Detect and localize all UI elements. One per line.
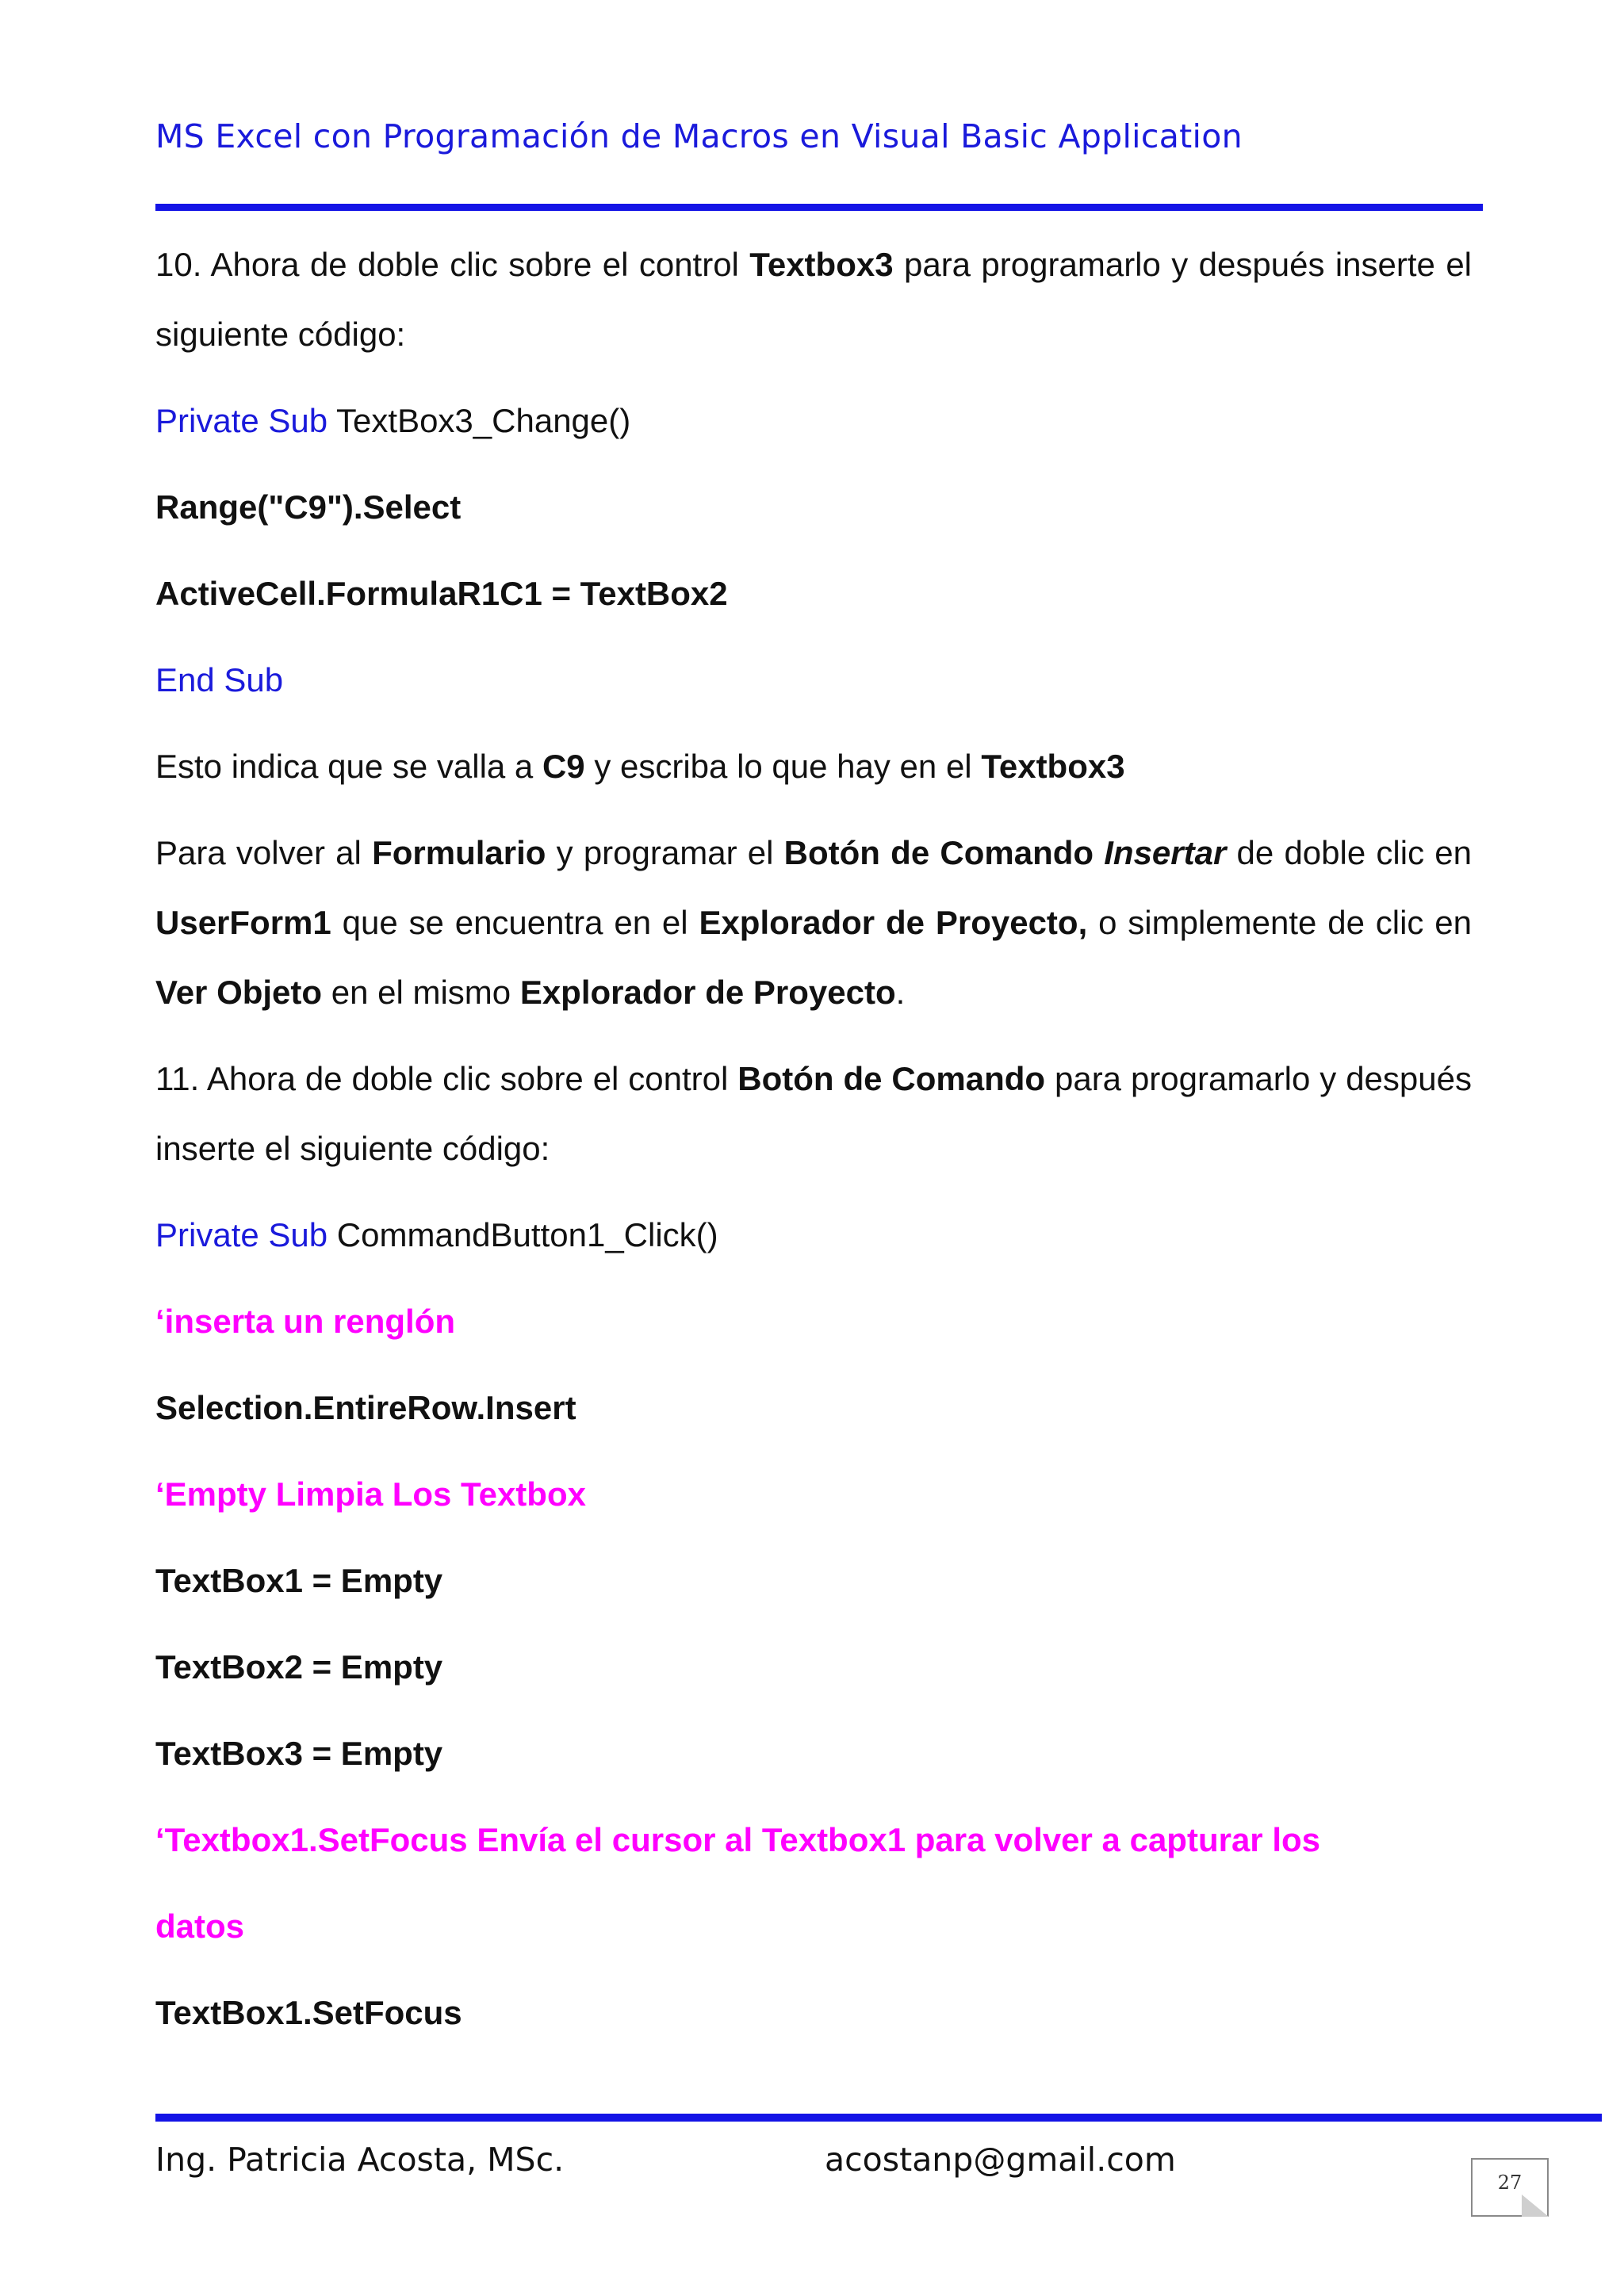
code-sub-name: CommandButton1_Click() <box>327 1216 718 1253</box>
step-10-text: 10. Ahora de doble clic sobre el control <box>155 246 750 283</box>
code-line-sub-declaration <box>155 1200 1472 1270</box>
step-11-paragraph <box>155 1044 1472 1184</box>
instr-text: Para volver al <box>155 834 373 871</box>
footer-author: Ing. Patricia Acosta, MSc. <box>155 2141 565 2179</box>
step-11-text-end: para programarlo y después inserte el siguiente código: <box>155 1060 1472 1167</box>
code-line: Selection.EntireRow.Insert <box>155 1389 576 1426</box>
instr-text: . <box>895 974 906 1011</box>
instr-bold: UserForm1 <box>155 904 331 941</box>
note-control-name: Textbox3 <box>981 748 1125 785</box>
code-keyword: Private Sub <box>155 1216 328 1253</box>
instr-bold: Formulario <box>372 834 546 871</box>
instr-text: de doble clic en <box>1226 834 1473 871</box>
code-comment: ‘Empty Limpia Los Textbox <box>155 1475 586 1513</box>
code-line: TextBox2 = Empty <box>155 1648 443 1686</box>
instr-text: o simplemente de clic en <box>1087 904 1472 941</box>
page-body <box>155 230 1472 2064</box>
header-divider <box>155 204 1483 211</box>
note-cell-ref: C9 <box>542 748 585 785</box>
instr-bold: Ver Objeto <box>155 974 323 1011</box>
footer-email: acostanp@gmail.com <box>825 2141 1176 2179</box>
note-text: Esto indica que se valla a <box>155 748 542 785</box>
instr-text: que se encuentra en el <box>331 904 699 941</box>
code-line: Range("C9").Select <box>155 488 462 526</box>
step-10-paragraph <box>155 230 1472 369</box>
document-header-title: MS Excel con Programación de Macros en Visual Basic Application <box>155 117 1243 155</box>
step-10-control-name: Textbox3 <box>749 246 894 283</box>
code-line-sub-declaration <box>155 386 1472 456</box>
instr-bold: Explorador de Proyecto <box>519 974 896 1011</box>
note-paragraph <box>155 732 1472 802</box>
code-comment: ‘Textbox1.SetFocus Envía el cursor al Textbox1 para volver a capturar los <box>155 1821 1320 1858</box>
instr-bold: Explorador de Proyecto, <box>699 904 1088 941</box>
instr-text: en el mismo <box>322 974 520 1011</box>
step-11-control-name: Botón de Comando <box>737 1060 1046 1097</box>
page-curl-icon <box>1522 2195 1549 2217</box>
instr-bold-italic: Insertar <box>1104 834 1227 871</box>
code-line: ActiveCell.FormulaR1C1 = TextBox2 <box>155 575 728 612</box>
code-sub-name: TextBox3_Change() <box>327 402 631 439</box>
code-line: TextBox1.SetFocus <box>155 1994 462 2031</box>
code-keyword: Private Sub <box>155 402 328 439</box>
page-number-badge <box>1471 2158 1549 2217</box>
code-comment: datos <box>155 1908 245 1945</box>
code-line-end-sub: End Sub <box>155 661 284 698</box>
instructions-paragraph <box>155 818 1472 1027</box>
code-comment: ‘inserta un renglón <box>155 1303 456 1340</box>
page-number: 27 <box>1497 2172 1522 2194</box>
footer-divider <box>155 2114 1602 2122</box>
code-line: TextBox1 = Empty <box>155 1562 443 1599</box>
note-text: y escriba lo que hay en el <box>584 748 982 785</box>
step-11-text: 11. Ahora de doble clic sobre el control <box>155 1060 738 1097</box>
instr-text: y programar el <box>546 834 784 871</box>
code-line: TextBox3 = Empty <box>155 1735 443 1772</box>
step-10-text-end: para programarlo y después inserte el siguiente código: <box>155 246 1473 353</box>
instr-bold: Botón de Comando <box>783 834 1105 871</box>
